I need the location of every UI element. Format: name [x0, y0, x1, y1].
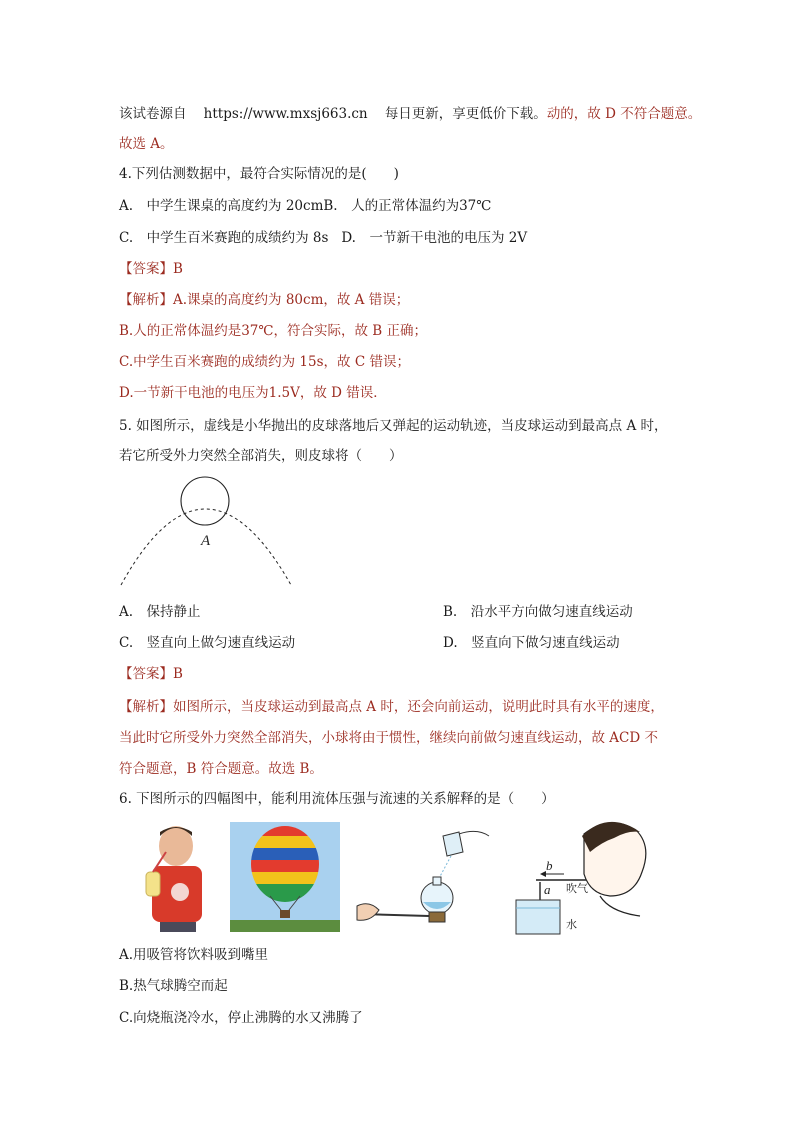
update-note: 每日更新，享更低价下载。	[384, 106, 547, 122]
q5-analysis-1	[119, 697, 664, 717]
q5-stem-1: 5. 如图所示，虚线是小华抛出的皮球落地后又弹起的运动轨迹，当皮球运动到最高点 A 时，	[119, 418, 668, 434]
q4-analysis-tag: 【解析】	[119, 292, 173, 308]
q5-option-b-row	[443, 602, 633, 622]
q5-stem-2: 若它所受外力突然全部消失，则皮球将（ ）	[119, 448, 403, 464]
q5-analysis-tag: 【解析】	[119, 699, 173, 715]
header-line	[119, 104, 701, 124]
q4-options-ab	[119, 196, 491, 216]
point-a-label: A	[201, 533, 211, 549]
q4-stem: 4.下列估测数据中，最符合实际情况的是( )	[119, 166, 399, 182]
q4-answer	[119, 259, 183, 279]
q5-analysis-text-1: 如图所示，当皮球运动到最高点 A 时，还会向前运动，说明此时具有水平的速度，	[173, 699, 664, 715]
q5-options-ab	[119, 602, 201, 622]
q4-option-a: A. 中学生课桌的高度约为 20cm	[119, 198, 324, 214]
q4-option-b: B. 人的正常体温约为37℃	[323, 198, 492, 214]
q4-analysis-text: A.课桌的高度约为 80cm，故 A 错误；	[173, 292, 410, 308]
q5-option-a: A. 保持静止	[119, 604, 201, 620]
q4-option-d: D. 一节新干电池的电压为 2V	[341, 230, 528, 246]
q4-answer-value: B	[173, 261, 183, 277]
blow-tube-figure	[510, 816, 660, 936]
q5-option-c-row	[119, 633, 295, 653]
prev-conclusion: 故选 A。	[119, 136, 174, 152]
q4-option-c: C. 中学生百米赛跑的成绩约为 8s	[119, 230, 329, 246]
q5-answer-tag: 【答案】	[119, 666, 173, 682]
q6-stem: 6. 下图所示的四幅图中，能利用流体压强与流速的关系解释的是（ ）	[119, 791, 555, 807]
q5-analysis-3: 符合题意，B 符合题意。故选 B。	[119, 761, 323, 777]
q6-option-c: C.向烧瓶浇冷水，停止沸腾的水又沸腾了	[119, 1010, 363, 1026]
q6-option-a: A.用吸管将饮料吸到嘴里	[119, 947, 269, 963]
q5-option-d: D. 竖直向下做匀速直线运动	[443, 635, 620, 651]
q5-option-c: C. 竖直向上做匀速直线运动	[119, 635, 296, 651]
q5-answer	[119, 664, 183, 684]
q4-analysis-4: D.一节新干电池的电压为1.5V，故 D 错误．	[119, 385, 387, 401]
source-prefix: 该试卷源自	[119, 106, 187, 122]
q5-option-d-row	[443, 633, 620, 653]
q5-answer-value: B	[173, 666, 183, 682]
label-b: b	[546, 858, 553, 873]
ball	[181, 477, 229, 525]
label-a: a	[544, 882, 551, 897]
q5-option-b: B. 沿水平方向做匀速直线运动	[443, 604, 633, 620]
prev-tail: 动的，故 D 不符合题意。	[546, 106, 702, 122]
label-water: 水	[566, 918, 577, 931]
hot-air-balloon-figure	[230, 822, 340, 932]
q5-analysis-2: 当此时它所受外力突然全部消失，小球将由于惯性，继续向前做匀速直线运动，故 ACD 不	[119, 730, 658, 746]
q4-analysis-3: C.中学生百米赛跑的成绩约为 15s，故 C 错误；	[119, 354, 410, 370]
q6-option-b: B.热气球腾空而起	[119, 978, 228, 994]
q4-analysis-2: B.人的正常体温约是37℃，符合实际，故 B 正确；	[119, 323, 427, 339]
trajectory-figure	[115, 473, 300, 588]
boy-drinking-figure	[124, 822, 222, 932]
q4-analysis-1	[119, 290, 409, 310]
label-blow: 吹气	[566, 882, 588, 895]
q4-answer-tag: 【答案】	[119, 261, 173, 277]
q4-options-cd	[119, 228, 527, 248]
source-url[interactable]: https://www.mxsj663.cn	[203, 106, 368, 122]
flask-cold-water-figure	[355, 822, 495, 932]
